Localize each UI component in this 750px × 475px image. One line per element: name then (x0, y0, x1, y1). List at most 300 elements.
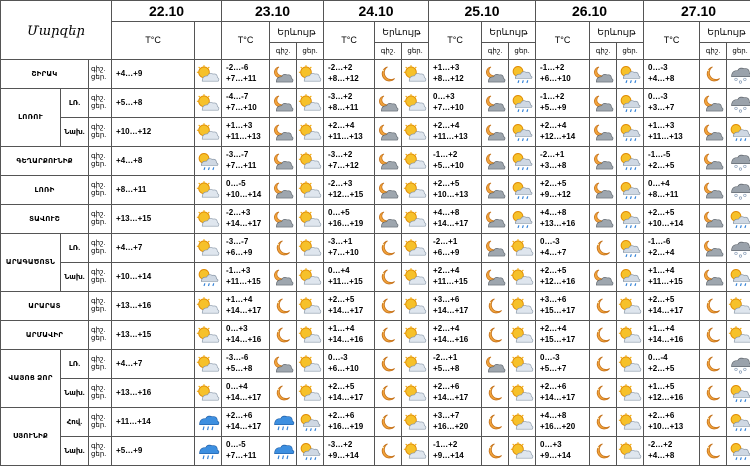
temperature-cell (536, 176, 590, 205)
day-temp: +7…+11 (226, 74, 257, 83)
day-temp: +9…+14 (328, 451, 359, 460)
subregion-label: Հով. (61, 408, 89, 437)
night-temp: -1…+2 (433, 440, 458, 450)
cloud-moon-icon (270, 263, 297, 292)
temperature-cell: +13…+16 (112, 379, 195, 408)
day-temp: +11…+13 (648, 132, 683, 141)
cloud-moon-icon (700, 205, 727, 234)
day-temp: +6…+10 (328, 364, 359, 373)
temperature-cell (222, 263, 270, 292)
temperature-cell (536, 118, 590, 147)
night-temp: 0…+3 (226, 324, 248, 334)
subregion-label: ԼՌ. (61, 89, 89, 118)
temperature-cell (644, 118, 700, 147)
temperature-cell (429, 437, 482, 466)
sun-cloud-icon (509, 379, 536, 408)
night-temp: -1…+2 (540, 63, 565, 73)
sun-cloud-icon (509, 234, 536, 263)
temperature-cell (324, 118, 375, 147)
night-temp: +1…+4 (648, 324, 675, 334)
temperature-cell (429, 118, 482, 147)
date-header: 25.10 (429, 1, 536, 22)
night-temp: +2…+4 (540, 324, 567, 334)
night-header: գիշ. (375, 43, 402, 60)
day-header: ցեր. (617, 43, 644, 60)
moon-icon (700, 321, 727, 350)
day-temp: +8…+12 (433, 74, 464, 83)
sun-cloud-icon (617, 379, 644, 408)
day-night-label (89, 408, 112, 437)
moon-icon (270, 379, 297, 408)
temperature-cell: +4…+9 (112, 60, 195, 89)
day-temp: +11…+15 (328, 277, 363, 286)
snow-cloud-icon (727, 60, 750, 89)
day-temp: +12…+16 (648, 393, 684, 402)
day-night-label (89, 379, 112, 408)
sun-cloud-icon (297, 60, 324, 89)
sun-cloud-icon (402, 205, 429, 234)
sun-cloud-icon (402, 89, 429, 118)
night-label: գիշ. (91, 65, 106, 73)
day-temp: +5…+8 (433, 364, 460, 373)
moon-icon (375, 263, 402, 292)
moon-icon (700, 350, 727, 379)
sun-cloud-icon (195, 205, 222, 234)
temperature-cell (324, 292, 375, 321)
cloud-moon-icon (590, 60, 617, 89)
temperature-cell (644, 89, 700, 118)
night-temp: +2…+4 (433, 324, 460, 334)
temperature-cell (222, 89, 270, 118)
temperature-cell (324, 176, 375, 205)
temperature-cell: +10…+14 (112, 263, 195, 292)
sun-cloud-icon (402, 350, 429, 379)
cloud-moon-icon (590, 176, 617, 205)
temperature-cell (536, 292, 590, 321)
night-temp: +2…+5 (328, 295, 355, 305)
temperature-cell (222, 408, 270, 437)
table-row (1, 118, 750, 147)
table-row (1, 263, 750, 292)
temp-header: T°C (429, 22, 482, 60)
night-temp: +3…+7 (433, 411, 460, 421)
sun-cloud-icon (509, 408, 536, 437)
night-label: գիշ. (91, 123, 106, 131)
night-temp: 0…-5 (226, 179, 246, 189)
cloud-moon-icon (700, 234, 727, 263)
day-temp: +8…+12 (328, 74, 359, 83)
day-temp: +6…+10 (540, 74, 571, 83)
temperature-cell (324, 321, 375, 350)
temperature-cell: +5…+9 (112, 437, 195, 466)
cloud-moon-icon (590, 89, 617, 118)
day-header: ցեր. (402, 43, 429, 60)
night-temp: -2…+1 (433, 353, 458, 363)
moon-icon (590, 408, 617, 437)
sun-cloud-icon (727, 321, 750, 350)
temperature-cell (222, 350, 270, 379)
night-temp: -2…+3 (328, 179, 353, 189)
night-temp: +3…+6 (433, 295, 460, 305)
night-temp: -2…-6 (226, 63, 249, 73)
day-night-label (89, 292, 112, 321)
night-temp: 0…-3 (648, 63, 668, 73)
temp-header: T°C (644, 22, 700, 60)
sun-cloud-icon (617, 292, 644, 321)
night-temp: -1…+2 (540, 92, 565, 102)
table-row (1, 292, 750, 321)
moon-icon (375, 437, 402, 466)
night-temp: +2…+6 (540, 382, 567, 392)
temperature-cell (429, 350, 482, 379)
moon-icon (482, 321, 509, 350)
day-temp: +8…+11 (328, 103, 359, 112)
day-temp: +13…+16 (540, 219, 576, 228)
sun-cloud-icon (402, 321, 429, 350)
night-temp: 0…-5 (226, 440, 246, 450)
day-temp: +14…+16 (433, 335, 469, 344)
night-temp: 0…-4 (648, 353, 668, 363)
blank-header (195, 22, 222, 60)
temperature-cell (429, 60, 482, 89)
subregion-label: ԼՌ. (61, 234, 89, 263)
night-label: գիշ. (91, 326, 106, 334)
sun-rain-icon (617, 89, 644, 118)
moon-icon (590, 321, 617, 350)
night-temp: 0…+3 (433, 92, 455, 102)
moon-icon (590, 379, 617, 408)
night-temp: +2…+6 (433, 382, 460, 392)
temperature-cell (536, 60, 590, 89)
night-temp: +2…+6 (328, 411, 355, 421)
temperature-cell (644, 263, 700, 292)
day-label: ցեր. (91, 422, 107, 429)
table-row (1, 379, 750, 408)
temperature-cell (429, 234, 482, 263)
day-temp: +14…+16 (648, 335, 684, 344)
sun-cloud-icon (617, 350, 644, 379)
cloud-moon-icon (482, 263, 509, 292)
sun-rain-icon (509, 176, 536, 205)
temperature-cell (429, 89, 482, 118)
moon-icon (482, 408, 509, 437)
temperature-cell (644, 350, 700, 379)
sun-rain-icon (727, 437, 750, 466)
sun-rain-icon (195, 263, 222, 292)
sun-rain-icon (297, 437, 324, 466)
sun-cloud-icon (402, 437, 429, 466)
temperature-cell (644, 176, 700, 205)
cloud-moon-icon (270, 205, 297, 234)
day-temp: +10…+14 (226, 190, 262, 199)
temperature-cell: +13…+16 (112, 292, 195, 321)
day-temp: +14…+17 (226, 306, 262, 315)
temperature-cell (536, 437, 590, 466)
temp-header: T°C (324, 22, 375, 60)
temperature-cell (324, 408, 375, 437)
sun-cloud-icon (509, 437, 536, 466)
night-temp: -3…-7 (226, 150, 249, 160)
night-temp: -3…+2 (328, 92, 353, 102)
table-row (1, 176, 750, 205)
night-temp: +4…+8 (433, 208, 460, 218)
night-temp: 0…-3 (328, 353, 348, 363)
sun-cloud-icon (195, 379, 222, 408)
temperature-cell (222, 437, 270, 466)
temp-header: T°C (112, 22, 195, 60)
night-temp: +3…+6 (540, 295, 567, 305)
sun-cloud-icon (402, 118, 429, 147)
night-label: գիշ. (91, 355, 106, 363)
day-header: ցեր. (509, 43, 536, 60)
sun-rain-icon (727, 205, 750, 234)
night-temp: -1…+3 (226, 266, 251, 276)
day-temp: +8…+11 (648, 190, 679, 199)
day-label: ցեր. (91, 335, 107, 342)
precip-header: Երևույթ (270, 22, 324, 43)
sun-rain-icon (617, 147, 644, 176)
temperature-cell: +10…+12 (112, 118, 195, 147)
moon-icon (375, 408, 402, 437)
cloud-moon-icon (482, 205, 509, 234)
day-temp: +14…+17 (433, 306, 469, 315)
sun-cloud-icon (297, 350, 324, 379)
moon-icon (482, 379, 509, 408)
day-temp: +2…+5 (648, 364, 675, 373)
night-temp: +1…+3 (433, 63, 460, 73)
day-label: ցեր. (91, 161, 107, 168)
sun-cloud-icon (195, 234, 222, 263)
night-temp: +4…+8 (540, 208, 567, 218)
day-night-label (89, 350, 112, 379)
subregion-label: Նախ. (61, 263, 89, 292)
temperature-cell: +13…+15 (112, 205, 195, 234)
night-temp: +1…+5 (648, 382, 675, 392)
cloud-moon-icon (700, 263, 727, 292)
night-temp: +2…+5 (328, 382, 355, 392)
day-temp: +16…+19 (328, 422, 364, 431)
cloud-moon-icon (270, 89, 297, 118)
night-temp: 0…+3 (540, 440, 562, 450)
night-temp: +4…+8 (540, 411, 567, 421)
cloud-moon-icon (482, 234, 509, 263)
temperature-cell (644, 147, 700, 176)
night-label: գիշ. (91, 210, 106, 218)
moon-icon (375, 234, 402, 263)
sun-rain-icon (617, 176, 644, 205)
night-temp: -1…-5 (648, 150, 671, 160)
region-name: ՏԱՎՈՒՇ (1, 205, 89, 234)
day-temp: +12…+14 (540, 132, 576, 141)
sun-cloud-icon (509, 321, 536, 350)
night-temp: +1…+4 (648, 266, 675, 276)
day-temp: +5…+9 (540, 103, 567, 112)
day-temp: +14…+17 (328, 306, 364, 315)
sun-cloud-icon (297, 205, 324, 234)
sun-cloud-icon (297, 379, 324, 408)
temperature-cell (324, 379, 375, 408)
day-temp: +11…+13 (226, 132, 261, 141)
cloud-moon-icon (375, 176, 402, 205)
night-temp: 0…+4 (328, 266, 350, 276)
moon-icon (270, 321, 297, 350)
moon-icon (590, 350, 617, 379)
night-label: գիշ. (91, 94, 106, 102)
cloud-moon-icon (270, 350, 297, 379)
temperature-cell (644, 408, 700, 437)
night-temp: +2…+4 (433, 266, 460, 276)
region-name: ԱՐԱԳԱԾՈՏՆ (1, 234, 61, 292)
night-label: գիշ. (91, 384, 106, 392)
day-temp: +6…+9 (433, 248, 460, 257)
sun-cloud-icon (617, 437, 644, 466)
sun-rain-icon (617, 205, 644, 234)
night-temp: 0…+4 (226, 382, 248, 392)
night-temp: +2…+5 (540, 266, 567, 276)
cloud-moon-icon (700, 176, 727, 205)
sun-rain-icon (509, 89, 536, 118)
moon-icon (590, 292, 617, 321)
sun-cloud-icon (402, 234, 429, 263)
day-temp: +4…+7 (540, 248, 567, 257)
cloud-moon-icon (270, 60, 297, 89)
day-label: ցեր. (91, 364, 107, 371)
day-header: ցեր. (297, 43, 324, 60)
cloud-moon-icon (482, 350, 509, 379)
sun-cloud-icon (402, 379, 429, 408)
moon-icon (700, 437, 727, 466)
temperature-cell (429, 176, 482, 205)
sun-cloud-icon (617, 321, 644, 350)
night-temp: +2…+4 (433, 121, 460, 131)
day-temp: +5…+10 (433, 161, 464, 170)
sun-cloud-icon (297, 118, 324, 147)
temperature-cell (222, 147, 270, 176)
day-temp: +15…+17 (540, 335, 576, 344)
day-night-label (89, 234, 112, 263)
day-temp: +9…+14 (540, 451, 571, 460)
night-temp: -2…+2 (648, 440, 673, 450)
night-temp: +2…+4 (540, 121, 567, 131)
temperature-cell (644, 321, 700, 350)
day-temp: +14…+17 (226, 219, 262, 228)
cloud-moon-icon (482, 60, 509, 89)
sun-rain-icon (297, 408, 324, 437)
day-label: ցեր. (91, 393, 107, 400)
day-temp: +14…+17 (433, 219, 469, 228)
cloud-moon-icon (590, 205, 617, 234)
snow-cloud-icon (727, 147, 750, 176)
day-temp: +3…+7 (648, 103, 675, 112)
date-header: 26.10 (536, 1, 644, 22)
sun-rain-icon (617, 263, 644, 292)
temperature-cell (536, 234, 590, 263)
cloud-rain-icon (270, 437, 297, 466)
moon-icon (482, 292, 509, 321)
temp-header: T°C (536, 22, 590, 60)
moon-icon (270, 234, 297, 263)
sun-cloud-icon (195, 176, 222, 205)
sun-cloud-icon (402, 292, 429, 321)
date-header: 27.10 (644, 1, 750, 22)
day-temp: +3…+8 (540, 161, 567, 170)
temperature-cell (536, 321, 590, 350)
day-temp: +2…+5 (648, 161, 675, 170)
table-row (1, 89, 750, 118)
moon-icon (375, 379, 402, 408)
subregion-label: Նախ. (61, 379, 89, 408)
sun-rain-icon (727, 379, 750, 408)
temperature-cell (536, 89, 590, 118)
temperature-cell (429, 321, 482, 350)
night-temp: 0…-3 (648, 92, 668, 102)
sun-cloud-icon (509, 292, 536, 321)
table-row (1, 60, 750, 89)
sun-rain-icon (727, 263, 750, 292)
sun-cloud-icon (402, 60, 429, 89)
day-temp: +12…+15 (328, 190, 364, 199)
temperature-cell (429, 263, 482, 292)
sun-cloud-icon (195, 89, 222, 118)
day-temp: +7…+10 (226, 103, 257, 112)
night-header: գիշ. (482, 43, 509, 60)
day-label: ցեր. (91, 103, 107, 110)
day-label: ցեր. (91, 190, 107, 197)
night-label: գիշ. (91, 442, 106, 450)
day-temp: +14…+16 (328, 335, 364, 344)
sun-rain-icon (617, 234, 644, 263)
temperature-cell (536, 205, 590, 234)
night-temp: +2…+5 (648, 208, 675, 218)
cloud-moon-icon (590, 118, 617, 147)
temperature-cell: +4…+7 (112, 350, 195, 379)
temperature-cell (644, 292, 700, 321)
cloud-moon-icon (482, 176, 509, 205)
region-name: ԳԵՂԱՐՔՈՒՆԻՔ (1, 147, 89, 176)
moon-icon (375, 292, 402, 321)
cloud-moon-icon (375, 89, 402, 118)
sun-rain-icon (509, 147, 536, 176)
night-header: գիշ. (700, 43, 727, 60)
region-name: ՎԱՅՈՑ ՁՈՐ (1, 350, 61, 408)
temperature-cell (536, 379, 590, 408)
snow-cloud-icon (727, 176, 750, 205)
sun-cloud-icon (402, 147, 429, 176)
table-row (1, 147, 750, 176)
temperature-cell: +4…+8 (112, 147, 195, 176)
temperature-cell: +13…+15 (112, 321, 195, 350)
sun-cloud-icon (297, 263, 324, 292)
sun-rain-icon (195, 147, 222, 176)
night-label: գիշ. (91, 239, 106, 247)
night-temp: -2…+1 (433, 237, 458, 247)
temperature-cell (644, 379, 700, 408)
moon-icon (700, 292, 727, 321)
moon-icon (482, 437, 509, 466)
temperature-cell (222, 379, 270, 408)
day-temp: +7…+12 (328, 161, 359, 170)
sun-cloud-icon (617, 408, 644, 437)
temperature-cell (429, 292, 482, 321)
sun-rain-icon (617, 118, 644, 147)
temperature-cell (222, 205, 270, 234)
temperature-cell (324, 205, 375, 234)
cloud-moon-icon (482, 147, 509, 176)
cloud-moon-icon (700, 89, 727, 118)
day-temp: +7…+10 (433, 103, 464, 112)
temperature-cell (324, 437, 375, 466)
sun-cloud-icon (402, 263, 429, 292)
